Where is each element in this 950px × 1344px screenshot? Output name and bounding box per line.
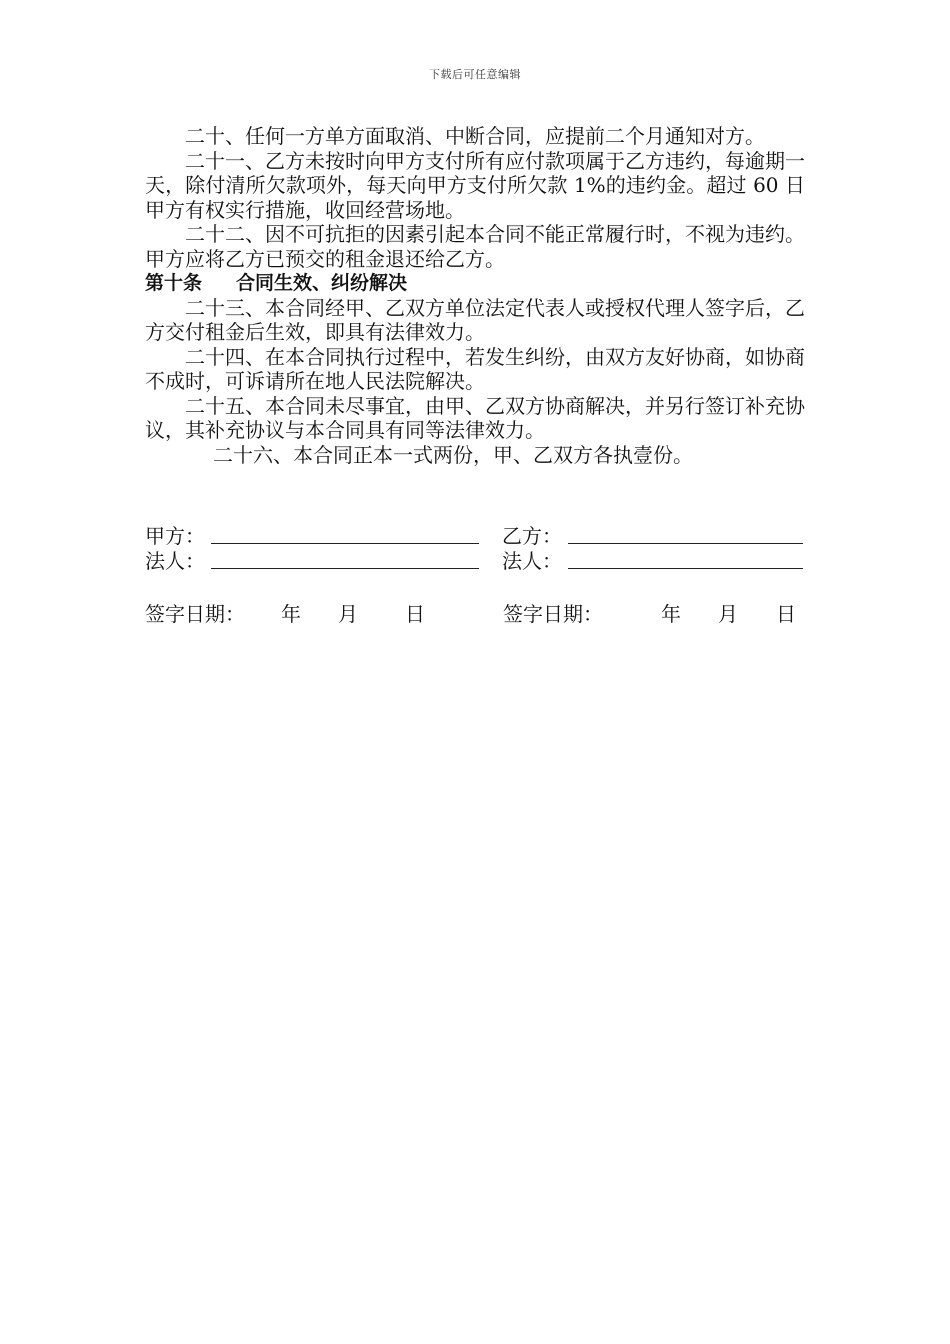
party-b-label: 乙方： (502, 524, 562, 548)
contract-body (145, 124, 805, 467)
signature-block (145, 520, 805, 573)
clause-25: 二十五、本合同未尽事宜，由甲、乙双方协商解决，并另行签订补充协议，其补充协议与本合同具有同等法律效力。 (145, 393, 805, 442)
party-a-signature-line[interactable] (211, 543, 479, 544)
section-heading (145, 271, 805, 296)
clause-26: 二十六、本合同正本一式两份，甲、乙双方各执壹份。 (213, 442, 693, 467)
party-row (145, 520, 805, 548)
day-b: 日 (776, 602, 796, 626)
section-number: 第十条 (145, 272, 203, 294)
legal-a-signature-line[interactable] (211, 568, 479, 569)
month-b: 月 (718, 602, 738, 626)
clause-20: 二十、任何一方单方面取消、中断合同，应提前二个月通知对方。 (185, 124, 765, 148)
legal-b-signature-line[interactable] (568, 568, 803, 569)
year-a: 年 (281, 602, 301, 626)
legal-row (145, 545, 805, 573)
clause-21: 二十一、乙方未按时向甲方支付所有应付款项属于乙方违约，每逾期一天，除付清所欠款项外，每天向甲方支付所欠款 1%的违约金。超过 60 日甲方有权实行措施，收回经营场地。 (145, 148, 805, 222)
party-b-signature-line[interactable] (568, 543, 803, 544)
signing-date-row (145, 598, 805, 624)
party-a-label: 甲方： (145, 524, 205, 548)
month-a: 月 (338, 602, 358, 626)
clause-22: 二十二、因不可抗拒的因素引起本合同不能正常履行时，不视为违约。甲方应将乙方已预交的租金退还给乙方。 (145, 222, 805, 271)
section-title: 合同生效、纠纷解决 (236, 272, 408, 294)
header-note: 下载后可任意编辑 (429, 68, 521, 81)
clause-24: 二十四、在本合同执行过程中，若发生纠纷，由双方友好协商，如协商不成时，可诉请所在地人民法院解决。 (145, 344, 805, 393)
legal-b-label: 法人： (502, 549, 562, 573)
year-b: 年 (661, 602, 681, 626)
legal-a-label: 法人： (145, 549, 205, 573)
date-label-a: 签字日期： (145, 602, 245, 626)
date-label-b: 签字日期： (503, 602, 603, 626)
clause-23: 二十三、本合同经甲、乙双方单位法定代表人或授权代理人签字后，乙方交付租金后生效，即具有法律效力。 (145, 295, 805, 344)
day-a: 日 (405, 602, 425, 626)
